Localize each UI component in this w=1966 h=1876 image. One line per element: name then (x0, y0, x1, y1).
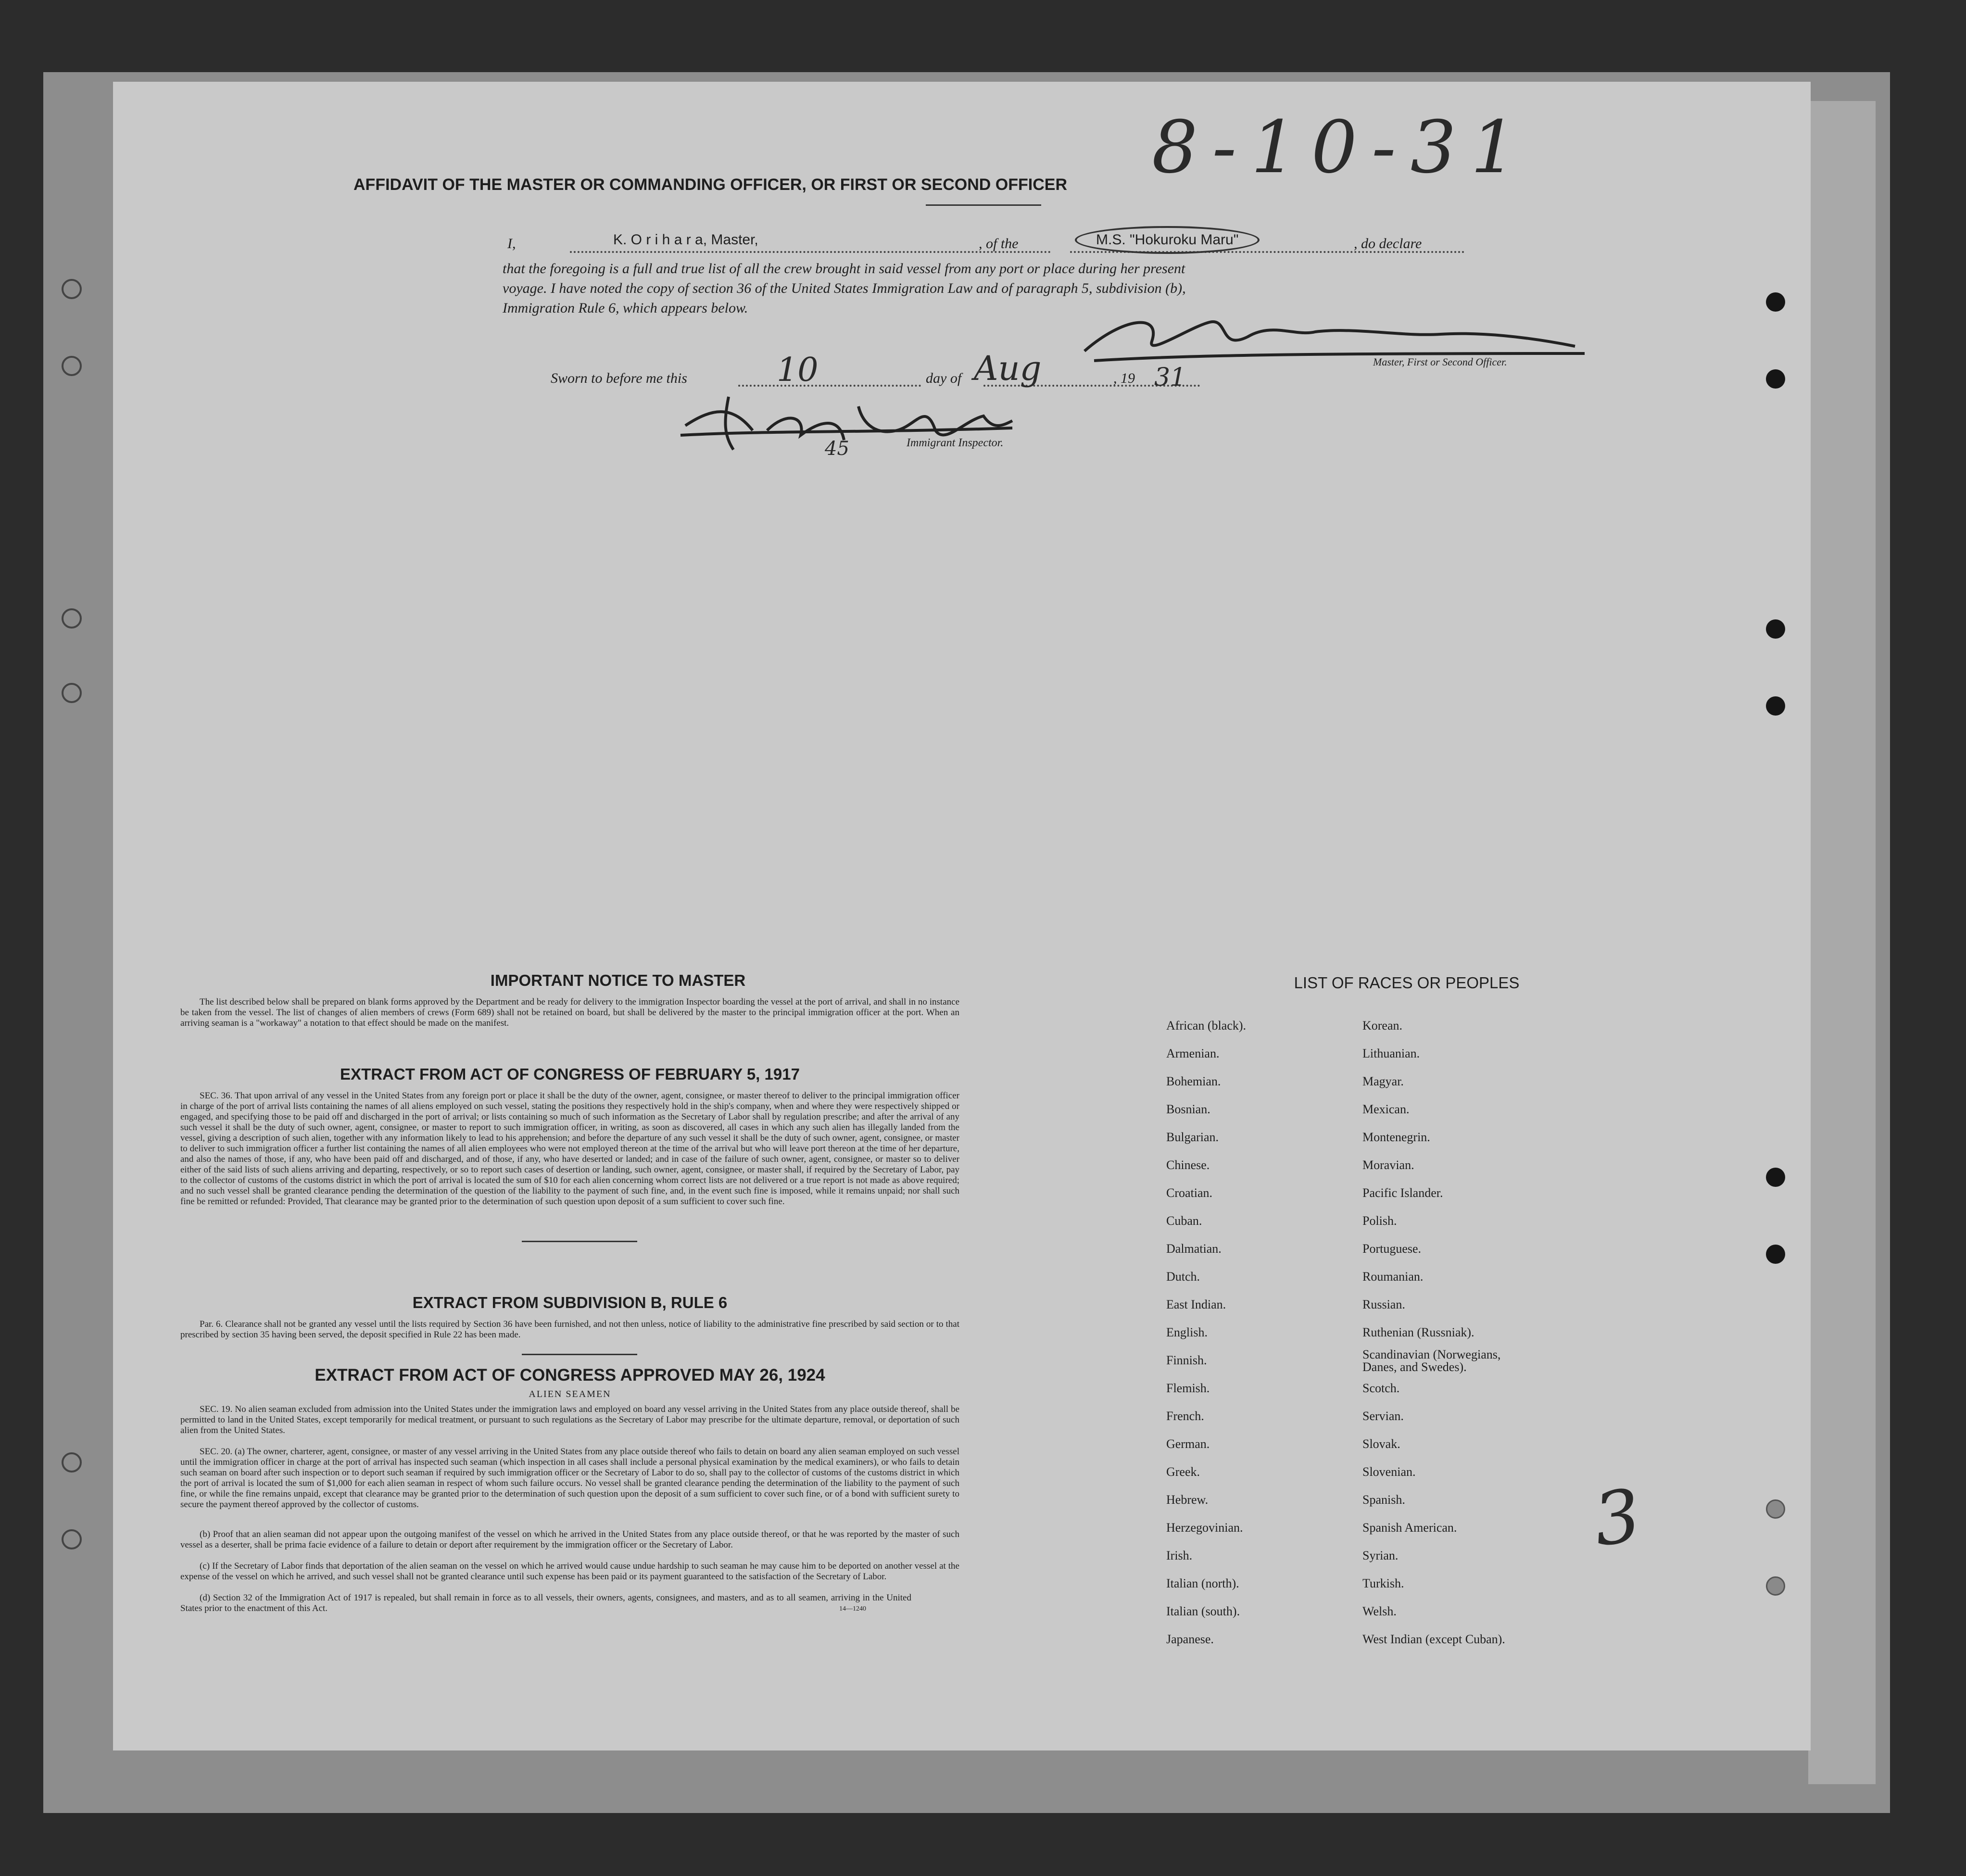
race-item: Slovak. (1362, 1437, 1400, 1451)
of-the-text: , of the (979, 236, 1019, 252)
race-item: Hebrew. (1166, 1493, 1209, 1507)
affidavit-line2: that the foregoing is a full and true list of all the crew brought in said vessel from any port or place during her present (503, 261, 1185, 277)
race-item: Bosnian. (1166, 1102, 1210, 1116)
day-of-text: day of (926, 370, 962, 386)
form-number: 14—1240 (839, 1605, 866, 1612)
race-item: Syrian. (1362, 1549, 1399, 1562)
binder-ring (62, 279, 82, 299)
race-item: English. (1166, 1325, 1208, 1339)
extract-rule6-title: EXTRACT FROM SUBDIVISION B, RULE 6 (412, 1294, 728, 1311)
race-item: Scotch. (1362, 1381, 1400, 1395)
race-item: German. (1166, 1437, 1210, 1451)
extract-1924-subtitle: ALIEN SEAMEN (529, 1389, 611, 1399)
binder-ring (62, 1529, 82, 1549)
inspector-caption: Immigrant Inspector. (907, 437, 1004, 449)
sec20b-text: (b) Proof that an alien seaman did not appear upon the outgoing manifest of the vessel on which he arrived in the United States from any place outside thereof, or that he was reported by the master of such vessel as a deserter, shall be prima facie evidence of a failure to detain or deport after requirement by the immigration officer or the Secretary of Labor. (180, 1529, 959, 1550)
affidavit-line4: Immigration Rule 6, which appears below. (503, 300, 748, 316)
handwritten-date: 8-10-31 (1152, 106, 1531, 189)
extract-1917-title: EXTRACT FROM ACT OF CONGRESS OF FEBRUARY 5, 1917 (340, 1065, 800, 1083)
race-item: Cuban. (1166, 1214, 1202, 1228)
year-prefix: , 19 (1113, 370, 1135, 386)
race-item: Spanish. (1362, 1493, 1405, 1507)
race-item: Roumanian. (1362, 1270, 1424, 1284)
vessel-name: M.S. "Hokuroku Maru" (1075, 226, 1260, 254)
master-name: K. O r i h a r a, Master, (613, 232, 758, 248)
race-item: Herzegovinian. (1166, 1521, 1243, 1535)
race-item: Irish. (1166, 1549, 1193, 1562)
race-item: Scandinavian (Norwegians, Danes, and Swedes). (1362, 1347, 1501, 1374)
punch-hole (1766, 619, 1785, 639)
master-signature (1065, 308, 1594, 370)
race-item: French. (1166, 1409, 1204, 1423)
race-item: Ruthenian (Russniak). (1362, 1325, 1474, 1339)
notice-body: The list described below shall be prepared on blank forms approved by the Department and be ready for delivery to the immigration Inspector boarding the vessel at the port of arrival, and shall in no instance be taken from the vessel. The list of changes of alien members of crews (Form 689) shall not be retained on board, but shall be delivered by the master to the principal immigration officer at the port. When an arriving seaman is a "workaway" a notation to that effect should be made on the manifest. (180, 997, 959, 1028)
race-item: Dalmatian. (1166, 1242, 1222, 1256)
race-item: Polish. (1362, 1214, 1397, 1228)
race-item: Magyar. (1362, 1074, 1404, 1088)
punch-hole (1766, 696, 1785, 716)
binder-ring (62, 683, 82, 703)
race-item: Armenian. (1166, 1046, 1220, 1060)
race-item: Italian (south). (1166, 1604, 1240, 1618)
extract-1924-title: EXTRACT FROM ACT OF CONGRESS APPROVED MAY 26, 1924 (315, 1366, 825, 1385)
sec20d-text: (d) Section 32 of the Immigration Act of 1917 is repealed, but shall remain in force as to all vessels, their owners, agents, consignees, and masters, and as to all seamen, arriving in the United States prior to the enactment of this Act. (180, 1593, 911, 1613)
inspector-number: 45 (825, 438, 849, 460)
race-item: Welsh. (1362, 1604, 1397, 1618)
race-item: Spanish American. (1362, 1521, 1457, 1535)
affidavit-line3: voyage. I have noted the copy of section 36 of the United States Immigration Law and of paragraph 5, subdivision (b), (503, 280, 1186, 296)
race-item: East Indian. (1166, 1297, 1226, 1311)
race-item: Russian. (1362, 1297, 1405, 1311)
extract-rule6-body: Par. 6. Clearance shall not be granted any vessel until the lists required by Section 36 have been furnished, and not then unless, notice of liability to the administrative fine prescribed by said section or to that prescribed by section 35 having been served, the deposit specified in Rule 22 has been made. (180, 1319, 959, 1340)
sworn-month: Aug (974, 349, 1042, 388)
sworn-year: 31 (1154, 363, 1186, 392)
race-item: Greek. (1166, 1465, 1200, 1479)
punch-hole (1766, 1245, 1785, 1264)
race-item: Italian (north). (1166, 1576, 1239, 1590)
race-item: Flemish. (1166, 1381, 1210, 1395)
master-caption: Master, First or Second Officer. (1373, 356, 1507, 368)
race-item: Korean. (1362, 1019, 1403, 1032)
affidavit-i: I, (507, 236, 516, 252)
race-item: Servian. (1362, 1409, 1404, 1423)
sec19-text: SEC. 19. No alien seaman excluded from admission into the United States under the immigration laws and employed on board any vessel arriving in the United States from any place outside thereof, shall be permitted to land in the United States, except temporarily for medical treatment, or pursuant to such regulations as the Secretary of Labor may prescribe for the ultimate departure, removal, or deportation of such alien from the United States. (180, 1404, 959, 1435)
divider (926, 204, 1041, 206)
binder-ring (62, 608, 82, 629)
race-item: Chinese. (1166, 1158, 1210, 1172)
sworn-text: Sworn to before me this (551, 370, 687, 386)
backing-sheet-edge (1808, 101, 1876, 1784)
race-item: Pacific Islander. (1362, 1186, 1443, 1200)
binder-ring (62, 356, 82, 376)
punch-hole (1766, 1576, 1785, 1596)
race-item: Turkish. (1362, 1576, 1404, 1590)
punch-hole (1766, 1499, 1785, 1519)
race-item: Croatian. (1166, 1186, 1213, 1200)
race-item: Moravian. (1362, 1158, 1414, 1172)
affidavit-title: AFFIDAVIT OF THE MASTER OR COMMANDING OFFICER, OR FIRST OR SECOND OFFICER (353, 176, 1067, 194)
race-item: Japanese. (1166, 1632, 1214, 1646)
race-item: Finnish. (1166, 1353, 1207, 1367)
race-item: Dutch. (1166, 1270, 1200, 1284)
sec20a-text: SEC. 20. (a) The owner, charterer, agent, consignee, or master of any vessel arriving in the United States from any place outside thereof who fails to detain on board any alien seaman employed on such vessel until the immigration officer in charge at the port of arrival has inspected such seaman (which inspection in all cases shall include a personal physical examination by the medical examiners), or who fails to detain such seaman on board after such inspection or to deport such seaman if required by such immigration officer or the Secretary of Labor to do so, shall pay to the collector of customs of the customs district in which the port of arrival is located the sum of $1,000 for each alien seaman in respect of whom such failure occurs. No vessel shall be granted clearance pending the determination of the liability to the payment of such fine, or while the fine remains unpaid, except that clearance may be granted prior to the determination of such question upon the deposit of a sum sufficient to cover such fine, or of a bond with sufficient surety to secure the payment thereof approved by the collector of customs. (180, 1447, 959, 1510)
divider (522, 1241, 637, 1242)
extract-1917-body: SEC. 36. That upon arrival of any vessel in the United States from any foreign port or place it shall be the duty of the owner, agent, consignee, or master thereof to deliver to the principal immigration officer in charge of the port of arrival lists containing the names of all aliens employed on such vessel, stating the positions they respectively hold in the ship's company, when and where they were respectively shipped or engaged, and specifying those to be paid off and discharged in the port of arrival; or lists containing so much of such information as the Secretary of Labor shall by regulation prescribe; and after the arrival of any such vessel it shall be the duty of such owner, agent, consignee, or master to report to such immigration officer, in writing, as soon as discovered, all cases in which any such alien has illegally landed from the vessel, giving a description of such alien, together with any information likely to lead to his apprehension; and before the departure of any such vessel it shall be the duty of such owner, agent, consignee, or master to deliver to such immigration officer a further list containing the names of all alien employees who were not employed thereon at the time of the arrival but who will leave port thereon at the time of her departure, and also the names of those, if any, who have been paid off and discharged, and of those, if any, who have deserted or landed; and in case of the failure of such owner, agent, consignee, or master so to deliver either of the said lists of such aliens arriving and departing, respectively, or so to report such cases of desertion or landing, such owner, agent, consignee, or master shall, if required by the Secretary of Labor, pay to the collector of customs of the customs district in which the port of arrival is located the sum of $10 for each alien concerning whom correct lists are not delivered or a true report is not made as above required; and no such vessel shall be granted clearance pending the determination of the question of the liability to the payment of such fine, and, in the event such fine is imposed, while it remains unpaid; nor shall such fine be remitted or refunded: Provided, That clearance may be granted prior to the determination of such question upon deposit of a sum sufficient to cover such fine. (180, 1091, 959, 1207)
punch-hole (1766, 369, 1785, 389)
race-item: Bohemian. (1166, 1074, 1221, 1088)
notice-title: IMPORTANT NOTICE TO MASTER (490, 971, 746, 989)
race-item: West Indian (except Cuban). (1362, 1632, 1505, 1646)
do-declare-text: , do declare (1354, 236, 1422, 252)
race-item: Portuguese. (1362, 1242, 1422, 1256)
race-item: African (black). (1166, 1019, 1247, 1032)
sec20c-text: (c) If the Secretary of Labor finds that deportation of the alien seaman on the vessel on which he arrived would cause undue hardship to such seaman he may cause him to be deported on another vessel at the expense of the vessel on which he arrived, and such vessel shall not be granted clearance until such expense has been paid or its payment guaranteed to the satisfaction of the Secretary of Labor. (180, 1561, 959, 1582)
affidavit-page (113, 82, 1811, 1750)
margin-mark: 3 (1588, 1473, 1646, 1563)
race-item: Mexican. (1362, 1102, 1410, 1116)
race-item: Lithuanian. (1362, 1046, 1420, 1060)
punch-hole (1766, 1168, 1785, 1187)
race-item: Bulgarian. (1166, 1130, 1219, 1144)
race-item: Slovenian. (1362, 1465, 1416, 1479)
divider (522, 1354, 637, 1355)
races-title: LIST OF RACES OR PEOPLES (1294, 974, 1520, 992)
binder-ring (62, 1452, 82, 1473)
sworn-day: 10 (777, 351, 819, 389)
punch-hole (1766, 292, 1785, 312)
race-item: Montenegrin. (1362, 1130, 1430, 1144)
